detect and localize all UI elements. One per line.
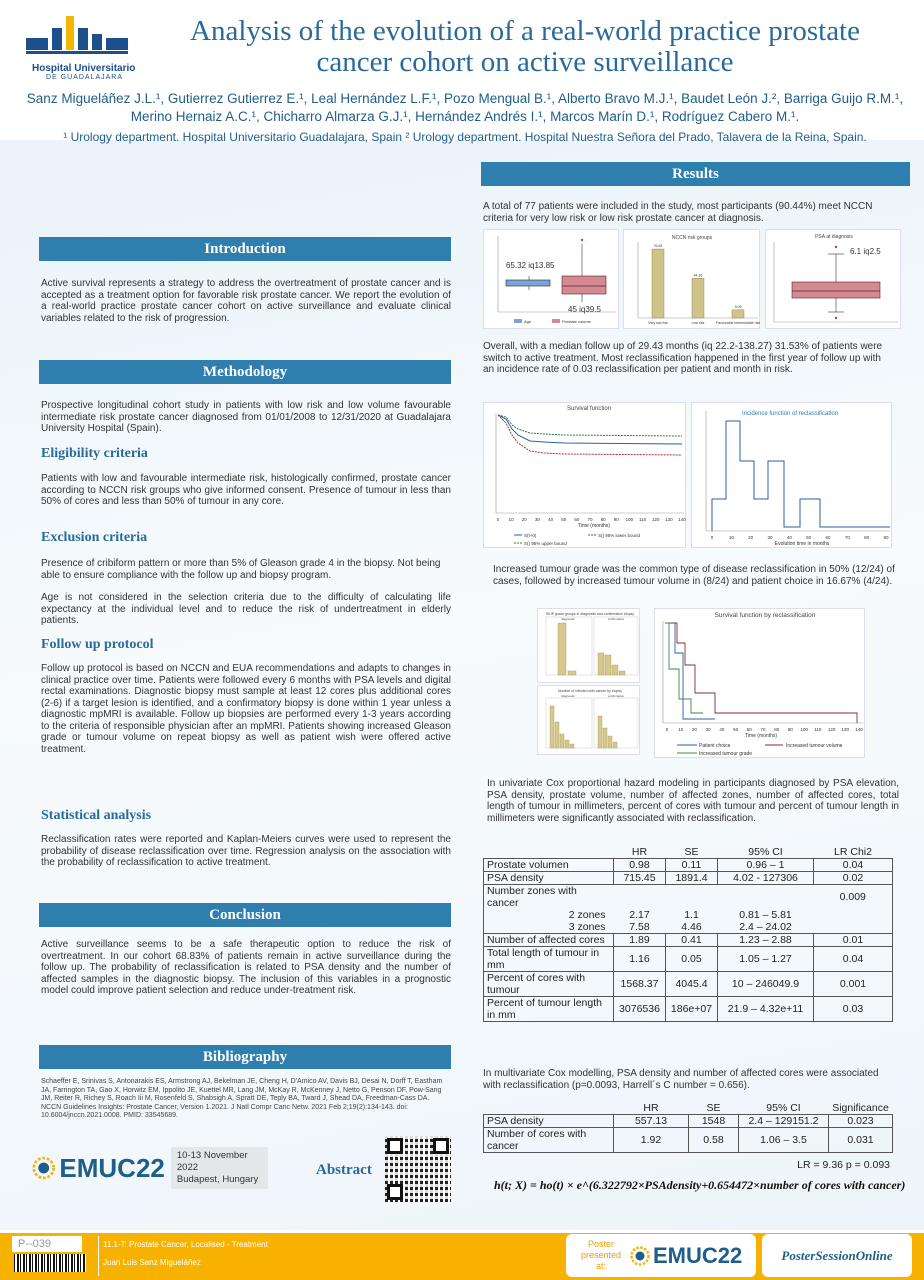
- x-tick-label: 60: [574, 517, 580, 522]
- table2-cell: 1.92: [614, 1128, 689, 1153]
- exclusion-heading: Exclusion criteria: [41, 530, 148, 545]
- x-tick-label: 20: [691, 727, 697, 732]
- x-tick-label: 80: [774, 727, 780, 732]
- box1-annot-a: 65.32 iq13.85: [506, 261, 555, 270]
- table2-cell: 0.031: [829, 1128, 893, 1153]
- followup-heading: Follow up protocol: [41, 637, 154, 652]
- table2-header: SE: [706, 1102, 721, 1114]
- x-tick-label: 90: [613, 517, 619, 522]
- table1-header: 95% CI: [748, 846, 783, 858]
- logo-subtext: DE GUADALAJARA: [46, 74, 124, 81]
- nccn-bar: [732, 310, 744, 318]
- table1-row: [484, 947, 893, 972]
- x-tick-label: 60: [746, 727, 752, 732]
- table2-cell: PSA density: [484, 1115, 614, 1128]
- table1-cell: [614, 885, 666, 910]
- table1-cell: 7.58: [629, 921, 650, 933]
- table1-cell: 0.02: [814, 872, 893, 885]
- x-tick-label: 60: [825, 535, 831, 540]
- x-tick-label: 50: [806, 535, 812, 540]
- table1-cell: 0.81 – 5.81: [739, 909, 792, 921]
- table2-cell: 0.023: [829, 1115, 893, 1128]
- surv-title: Survival function: [566, 406, 612, 412]
- table2-header: HR: [643, 1102, 659, 1114]
- reclass-legend-0: Patient choice: [699, 743, 731, 749]
- table1-header: HR: [631, 846, 648, 858]
- table1-cell: 0.03: [814, 997, 893, 1022]
- psa-annot: 6.1 iq2.5: [850, 247, 881, 256]
- x-tick-label: 70: [844, 535, 850, 540]
- nccn-value-label: 76.62: [653, 244, 663, 249]
- table2-header-row: [484, 1102, 893, 1115]
- bibliography-heading: Bibliography: [39, 1045, 451, 1069]
- x-tick-label: 70: [587, 517, 593, 522]
- reclass-xlabel: Time (months): [744, 733, 778, 739]
- x-tick-label: 130: [841, 727, 850, 732]
- x-tick-label: 0: [665, 727, 669, 732]
- results-p5: In multivariate Cox modelling, PSA density and number of affected cores were associated with reclassification (p=0.0093, Harrell´s C number = 0.656).: [483, 1068, 879, 1091]
- x-tick-label: 120: [827, 727, 836, 732]
- table1-header-row: [484, 846, 893, 859]
- emuc-place: Budapest, Hungary: [176, 1174, 259, 1185]
- table2-cell: Number of cores with cancer: [484, 1128, 614, 1153]
- nccn-value-label: 9.09: [734, 304, 742, 309]
- table2-row: [484, 1115, 893, 1128]
- table2-header: [484, 1102, 614, 1115]
- emuc-logo-text: EMUC22: [59, 1152, 165, 1183]
- x-tick-label: 0: [496, 517, 500, 522]
- x-tick-label: 20: [521, 517, 527, 522]
- table1-cell: Prostate volumen: [484, 859, 614, 872]
- reclassification-survival-chart: [654, 608, 865, 758]
- inc-xlabel: Evolution time in months: [774, 541, 830, 547]
- table1-cell: 3 zones: [484, 921, 614, 934]
- table1-cell: 2 zones: [484, 909, 614, 921]
- table1-cell: 1.05 – 1.27: [718, 947, 814, 972]
- nccn-category-label: Very low risk: [648, 321, 668, 325]
- x-tick-label: 40: [548, 517, 554, 522]
- table1-cell: 0.41: [666, 934, 718, 947]
- incidence-chart: [691, 402, 892, 548]
- results-p1: A total of 77 patients were included in the study, most participants (90.44%) meet NCCN criteria for very low risk or low risk prostate cancer at diagnosis.: [483, 201, 873, 224]
- x-tick-label: 130: [665, 517, 673, 522]
- psa-boxplot: [765, 229, 901, 329]
- surv-legend-0: S(t+0): [524, 533, 537, 538]
- nccn-category-label: Favourable intermediate risk: [715, 321, 761, 325]
- introduction-text: Active survival represents a strategy to address the overtreatment of prostate cancer and is accepted as a treatment option for favorable risk prostate cancer. We report the evolution of a real-world practice prostate cancer cohort on active surveillance and evaluate clinical variables related to the risk of progression.: [41, 278, 451, 324]
- x-tick-label: 50: [561, 517, 567, 522]
- table1-cell: 1.1: [684, 909, 699, 921]
- results-heading: Results: [481, 162, 910, 186]
- psa-title: PSA at diagnosis: [815, 234, 853, 240]
- univariate-table: [483, 846, 893, 1022]
- conclusion-heading: Conclusion: [39, 903, 451, 927]
- reclass-legend-2: Increased tumour grade: [699, 751, 753, 757]
- authors: Sanz Migueláñez J.L.¹, Gutierrez Gutierrez E.¹, Leal Hernández L.F.¹, Pozo Mengual B.¹, Alberto Bravo M.J.¹, Baudet León J.², Barriga Guijo R.M.¹, Merino Hernaiz A.C.¹, Chicharro Almarza G.J.¹, Hernández Andrés I.¹, Marcos Marín D.¹, Rodríguez Cabero M.¹.: [26, 91, 904, 124]
- table1-cell: Total length of tumour in mm: [484, 947, 614, 972]
- footer-presented: Poster presented at:: [580, 1239, 622, 1271]
- table1-cell: 2.17: [629, 909, 650, 921]
- table1-cell: 715.45: [614, 872, 666, 885]
- emuc-dates: 10-13 November 2022: [176, 1150, 248, 1173]
- results-p3: Increased tumour grade was the common type of disease reclassification in 50% (12/24) of cases, followed by increased tumour volume in (8/24) and patient choice in 16.67% (4/24).: [493, 564, 895, 587]
- x-tick-label: 50: [733, 727, 739, 732]
- emuc-logo: [32, 1152, 268, 1184]
- cox-formula: h(t; X) = ho(t) × e^(6.322792×PSAdensity+0.654472×number of cores with cancer): [494, 1178, 906, 1192]
- x-tick-label: 30: [534, 517, 540, 522]
- methodology-text: Prospective longitudinal cohort study in patients with low risk and low volume favourable intermediate risk prostate cancer diagnosed from 01/01/2008 to 12/31/2020 at Guadalajara University Hospital (Spain).: [41, 400, 451, 434]
- surv-xlabel: Time (months): [577, 523, 611, 529]
- poster-id: P--039: [12, 1236, 82, 1252]
- table1-cell: 21.9 – 4.32e+11: [718, 997, 814, 1022]
- table1-cell: [666, 885, 718, 910]
- barcode: [14, 1254, 86, 1272]
- footer-author: Juan Luis Sanz Migueláñez: [103, 1258, 201, 1267]
- x-tick-label: 110: [814, 727, 822, 732]
- table1-row: [484, 859, 893, 872]
- table1-cell: 1891.4: [666, 872, 718, 885]
- table1-cell: Percent of tumour length in mm: [484, 997, 614, 1022]
- survival-function-chart: [483, 402, 686, 548]
- x-tick-label: 40: [719, 727, 725, 732]
- multivariate-table: [483, 1102, 893, 1153]
- cores-bar-chart: [537, 685, 640, 755]
- logo-text: Hospital Universitario: [32, 63, 136, 74]
- table1-header: SE: [684, 846, 699, 858]
- x-tick-label: 30: [705, 727, 711, 732]
- table1-cell: 0.001: [814, 972, 893, 997]
- x-tick-label: 80: [864, 535, 870, 540]
- nccn-bar: [692, 278, 704, 318]
- isup-bar-chart: [537, 608, 640, 683]
- affiliations: ¹ Urology department. Hospital Universitario Guadalajara, Spain ² Urology department. Hospital Nuestra Señora del Prado, Talavera de la Reina, Spain.: [63, 130, 867, 144]
- reclass-title: Survival function by reclassification: [714, 612, 816, 619]
- box1-annot-b: 45 iq39.5: [568, 305, 601, 314]
- eligibility-text: Patients with low and favourable intermediate risk, histologically confirmed, prostate cancer according to NCCN risk groups who give informed consent. Presence of tumour in less than 50% of cores and less than 50% of tumour in any core.: [41, 473, 451, 507]
- table1-cell: 0.04: [814, 947, 893, 972]
- hospital-logo: [22, 14, 142, 81]
- bar1-sub-confirmation: confirmation: [607, 617, 625, 621]
- boxplot-age-volume: [483, 229, 619, 329]
- table1-cell: PSA density: [484, 872, 614, 885]
- x-tick-label: 140: [855, 727, 863, 732]
- table1-cell: [814, 909, 893, 921]
- bar2-sub-confirmation: confirmation: [607, 694, 625, 698]
- x-tick-label: 0: [710, 535, 714, 540]
- x-tick-label: 140: [678, 517, 686, 522]
- footer-emuc-logo: EMUC22: [653, 1242, 743, 1268]
- table2-cell: 1.06 – 3.5: [739, 1128, 829, 1153]
- eligibility-heading: Eligibility criteria: [41, 446, 148, 461]
- table2-cell: 1548: [689, 1115, 739, 1128]
- abstract-label: Abstract: [316, 1162, 372, 1178]
- table2-cell: 557.13: [614, 1115, 689, 1128]
- surv-legend-1: S() 95% lower bound: [598, 533, 641, 538]
- footer-psol: PosterSessionOnline: [781, 1247, 893, 1263]
- table1-cell: 4.46: [681, 921, 702, 933]
- table1-row: [484, 885, 893, 910]
- table1-cell: Percent of cores with tumour: [484, 972, 614, 997]
- table1-cell: 0.98: [614, 859, 666, 872]
- table1-cell: 0.96 – 1: [718, 859, 814, 872]
- hospital-logo-icon: [22, 14, 142, 58]
- table2-header: 95% CI: [766, 1102, 801, 1114]
- nccn-bar-chart: [623, 229, 760, 329]
- table1-cell: 3076536: [614, 997, 666, 1022]
- lr-text: LR = 9.36 p = 0.093: [797, 1159, 890, 1171]
- nccn-title: NCCN risk groups: [671, 235, 713, 241]
- table2-header: Significance: [832, 1102, 889, 1114]
- qr-code[interactable]: [385, 1136, 451, 1202]
- followup-text: Follow up protocol is based on NCCN and EUA recommendations and adapts to changes in clinical practice over time. Patients were followed every 6 months with PSA levels and digital rectal examinations. Diagnostic biopsy must sample at least 12 cores plus additional cores (2-6) if a target lesion is identified, and a confirmatory biopsy is done within 1 year unless a diagnostic mpMRI is available. Follow up biopsies are performed every 1-3 years according to the criteria of responsible physician after an mpMRI. Patients showing increased Gleason grade or tumour volume on repeat biopsy as well as patient wish were offered active treatment.: [41, 663, 451, 755]
- table1-row: [484, 934, 893, 947]
- stats-text: Reclassification rates were reported and Kaplan-Meiers curves were used to represent the probability of disease reclassification over time. Regression analysis on the association with the probability of reclassification to active treatment.: [41, 834, 451, 868]
- table1-cell: 10 – 246049.9: [718, 972, 814, 997]
- table1-cell: Number zones with cancer: [484, 885, 614, 910]
- reclass-legend-1: Increased tumour volume: [786, 743, 843, 749]
- exclusion-text-2: Age is not considered in the selection criteria due to the difficulty of calculating life expectancy at the individual level and to reduce the risk of undertreatment in elderly patients.: [41, 592, 451, 626]
- table1-cell: 0.01: [814, 934, 893, 947]
- inc-title: Incidence function of reclassification: [742, 411, 839, 417]
- table1-cell: 4.02 - 127306: [718, 872, 814, 885]
- x-tick-label: 30: [767, 535, 773, 540]
- table1-cell: 0.05: [666, 947, 718, 972]
- x-tick-label: 10: [508, 517, 514, 522]
- nccn-bar: [652, 249, 664, 318]
- table1-cell: 0.009: [814, 885, 893, 910]
- x-tick-label: 10: [728, 535, 734, 540]
- nccn-category-label: Low risk: [691, 321, 705, 325]
- conclusion-text: Active surveillance seems to be a safe therapeutic option to reduce the risk of overtreatment. In our cohort 68.83% of patients remain in active surveillance during the follow up. The probability of reclassification is related to PSA density and the number of affected samples in the diagnostic biopsy. The inclusion of this variables in a prognostic model could improve patient selection and reduce under-treatment risk.: [41, 939, 451, 996]
- table2-cell: 0.58: [689, 1128, 739, 1153]
- x-tick-label: 90: [883, 535, 889, 540]
- bar1-sub-diagnostic: diagnostic: [561, 617, 575, 621]
- table1-cell: 4045.4: [666, 972, 718, 997]
- box1-legend-volume: Prostate volume: [562, 319, 591, 324]
- x-tick-label: 10: [678, 727, 684, 732]
- footer-session: 11.1-T: Prostate Cancer, Localised - Treatment: [103, 1240, 268, 1249]
- table1-row: [484, 921, 893, 934]
- table1-cell: [814, 921, 893, 934]
- table1-cell: 2.4 – 24.02: [739, 921, 792, 933]
- x-tick-label: 70: [760, 727, 766, 732]
- bar2-sub-diagnostic: diagnostic: [561, 694, 575, 698]
- footer-session-box: [98, 1236, 558, 1276]
- table2-cell: 2.4 – 129151.2: [739, 1115, 829, 1128]
- table1-row: [484, 872, 893, 885]
- table1-cell: Number of affected cores: [484, 934, 614, 947]
- results-p4: In univariate Cox proportional hazard modeling in participants diagnosed by PSA elevation, PSA density, prostate volume, number of affected zones, number of affected cores, total length of tumour in millimeters, percent of cores with tumour and percent of tumour length in millimeters were significantly associated with reclassification.: [487, 778, 899, 824]
- emuc-sun-icon: [32, 1155, 55, 1181]
- table1-cell: 1568.37: [614, 972, 666, 997]
- table1-row: [484, 997, 893, 1022]
- methodology-heading: Methodology: [39, 360, 451, 384]
- x-tick-label: 110: [638, 517, 647, 522]
- table1-cell: 1.16: [614, 947, 666, 972]
- poster-session-online-logo[interactable]: [762, 1234, 912, 1277]
- bar1-title: ISUP grade groups in diagnostic and confirmation biopsy: [545, 612, 635, 616]
- nccn-value-label: 44.16: [693, 273, 703, 278]
- introduction-heading: Introduction: [39, 237, 451, 261]
- table1-cell: 186e+07: [666, 997, 718, 1022]
- surv-legend-2: S() 95% upper bound: [524, 541, 567, 546]
- table1-header: LR Chi2: [834, 846, 872, 858]
- x-tick-label: 90: [787, 727, 793, 732]
- footer-presented-box: [566, 1234, 756, 1277]
- table2-row: [484, 1128, 893, 1153]
- table1-header: [484, 846, 614, 859]
- x-tick-label: 100: [625, 517, 634, 522]
- table1-cell: 1.89: [614, 934, 666, 947]
- table1-cell: 0.04: [814, 859, 893, 872]
- x-tick-label: 120: [651, 517, 660, 522]
- x-tick-label: 40: [786, 535, 792, 540]
- footer-emuc-sun-icon: [630, 1246, 650, 1266]
- table1-cell: 0.11: [666, 859, 718, 872]
- table1-cell: [718, 885, 814, 910]
- x-tick-label: 100: [800, 727, 808, 732]
- results-p2: Overall, with a median follow up of 29.43 months (iq 22.2-138.27) 31.53% of patients were switch to active treatment. Most reclassification happened in the first year of follow up with an incidence rate of 0.03 reclassification per patient and month in risk.: [483, 341, 883, 375]
- exclusion-text: Presence of cribiform pattern or more than 5% of Gleason grade 4 in the biopsy. Not being able to ensure compliance with the follow up and biopsy program.: [41, 558, 441, 581]
- x-tick-label: 20: [748, 535, 754, 540]
- bar2-title: Number of infected with cancer by biopsy: [557, 689, 623, 693]
- table1-row: [484, 909, 893, 921]
- box1-legend-age: Age: [524, 319, 532, 324]
- x-tick-label: 80: [600, 517, 606, 522]
- bibliography-text: Schaeffer E, Srinivas S, Antonarakis ES, Armstrong AJ, Bekelman JE, Cheng H, D'Amico AV, Davis BJ, Desai N, Dorff T, Eastham JA, Farrington TA, Gao X, Horwitz EM, Ippolito JE, Kuettel MR, Lang JM, McKay R, McKenney J, Netto G, Penson DF, Pow-Sang JM, Reiter R, Richey S, Roach Iii M, Rosenfeld S, Shabsigh A, Spratt DE, Teply BA, Tward J, Shead DA, Freedman-Cass DA. NCCN Guidelines Insights: Prostate Cancer, Version 1.2021. J Natl Compr Canc Netw. 2021 Feb 2;19(2):134-143. doi: 10.6004/jnccn.2021.0008. PMID: 33545689.: [41, 1078, 443, 1119]
- table1-cell: 1.23 – 2.88: [718, 934, 814, 947]
- table1-row: [484, 972, 893, 997]
- stats-heading: Statistical analysis: [41, 808, 152, 823]
- poster-title: Analysis of the evolution of a real-world practice prostate cancer cohort on active surveillance: [190, 15, 860, 78]
